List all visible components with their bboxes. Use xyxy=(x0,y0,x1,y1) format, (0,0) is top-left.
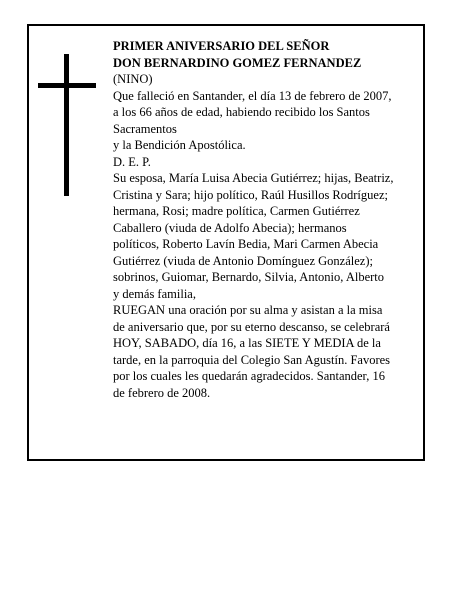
request-line: HOY, SABADO, día 16, a las SIETE Y MEDIA de la xyxy=(113,336,381,350)
family-line: sobrinos, Guiomar, Bernardo, Silvia, Antonio, Alberto xyxy=(113,270,385,284)
family-line: Cristina y Sara; hijo político, Raúl Husillos Rodríguez; xyxy=(113,187,388,202)
death-line: y la Bendición Apostólica. xyxy=(113,138,246,152)
family-line: Gutiérrez (viuda de Antonio Domínguez González); xyxy=(113,253,373,268)
request-line: tarde, en la parroquia del Colegio San Agustín. Favores xyxy=(113,352,391,367)
death-line: a los 66 años de edad, habiendo recibido los Santos xyxy=(113,105,370,119)
death-line: Sacramentos xyxy=(113,121,177,136)
family-line: y demás familia, xyxy=(113,286,196,301)
obituary-text xyxy=(113,38,425,401)
deceased-nickname: (NINO) xyxy=(113,72,153,86)
rip-text: D. E. P. xyxy=(113,154,151,169)
family-line: hermana, Rosi; madre política, Carmen Gutiérrez xyxy=(113,204,360,218)
request-line: de aniversario que, por su eterno descanso, se celebrará xyxy=(113,319,390,334)
cross-vertical-bar xyxy=(64,54,69,196)
notice-title-line1: PRIMER ANIVERSARIO DEL SEÑOR xyxy=(113,39,330,53)
cross-horizontal-bar xyxy=(38,83,96,88)
family-line: Caballero (viuda de Adolfo Abecia); hermanos xyxy=(113,220,347,235)
family-line: Su esposa, María Luisa Abecia Gutiérrez; hijas, Beatriz, xyxy=(113,171,394,185)
death-line: Que falleció en Santander, el día 13 de febrero de 2007, xyxy=(113,88,392,103)
request-line: por los cuales les quedarán agradecidos. Santander, 16 xyxy=(113,369,385,383)
request-line: RUEGAN una oración por su alma y asistan a la misa xyxy=(113,303,383,317)
request-line: de febrero de 2008. xyxy=(113,385,211,400)
family-line: políticos, Roberto Lavín Bedia, Mari Carmen Abecia xyxy=(113,237,379,251)
notice-title-line2: DON BERNARDINO GOMEZ FERNANDEZ xyxy=(113,55,362,70)
